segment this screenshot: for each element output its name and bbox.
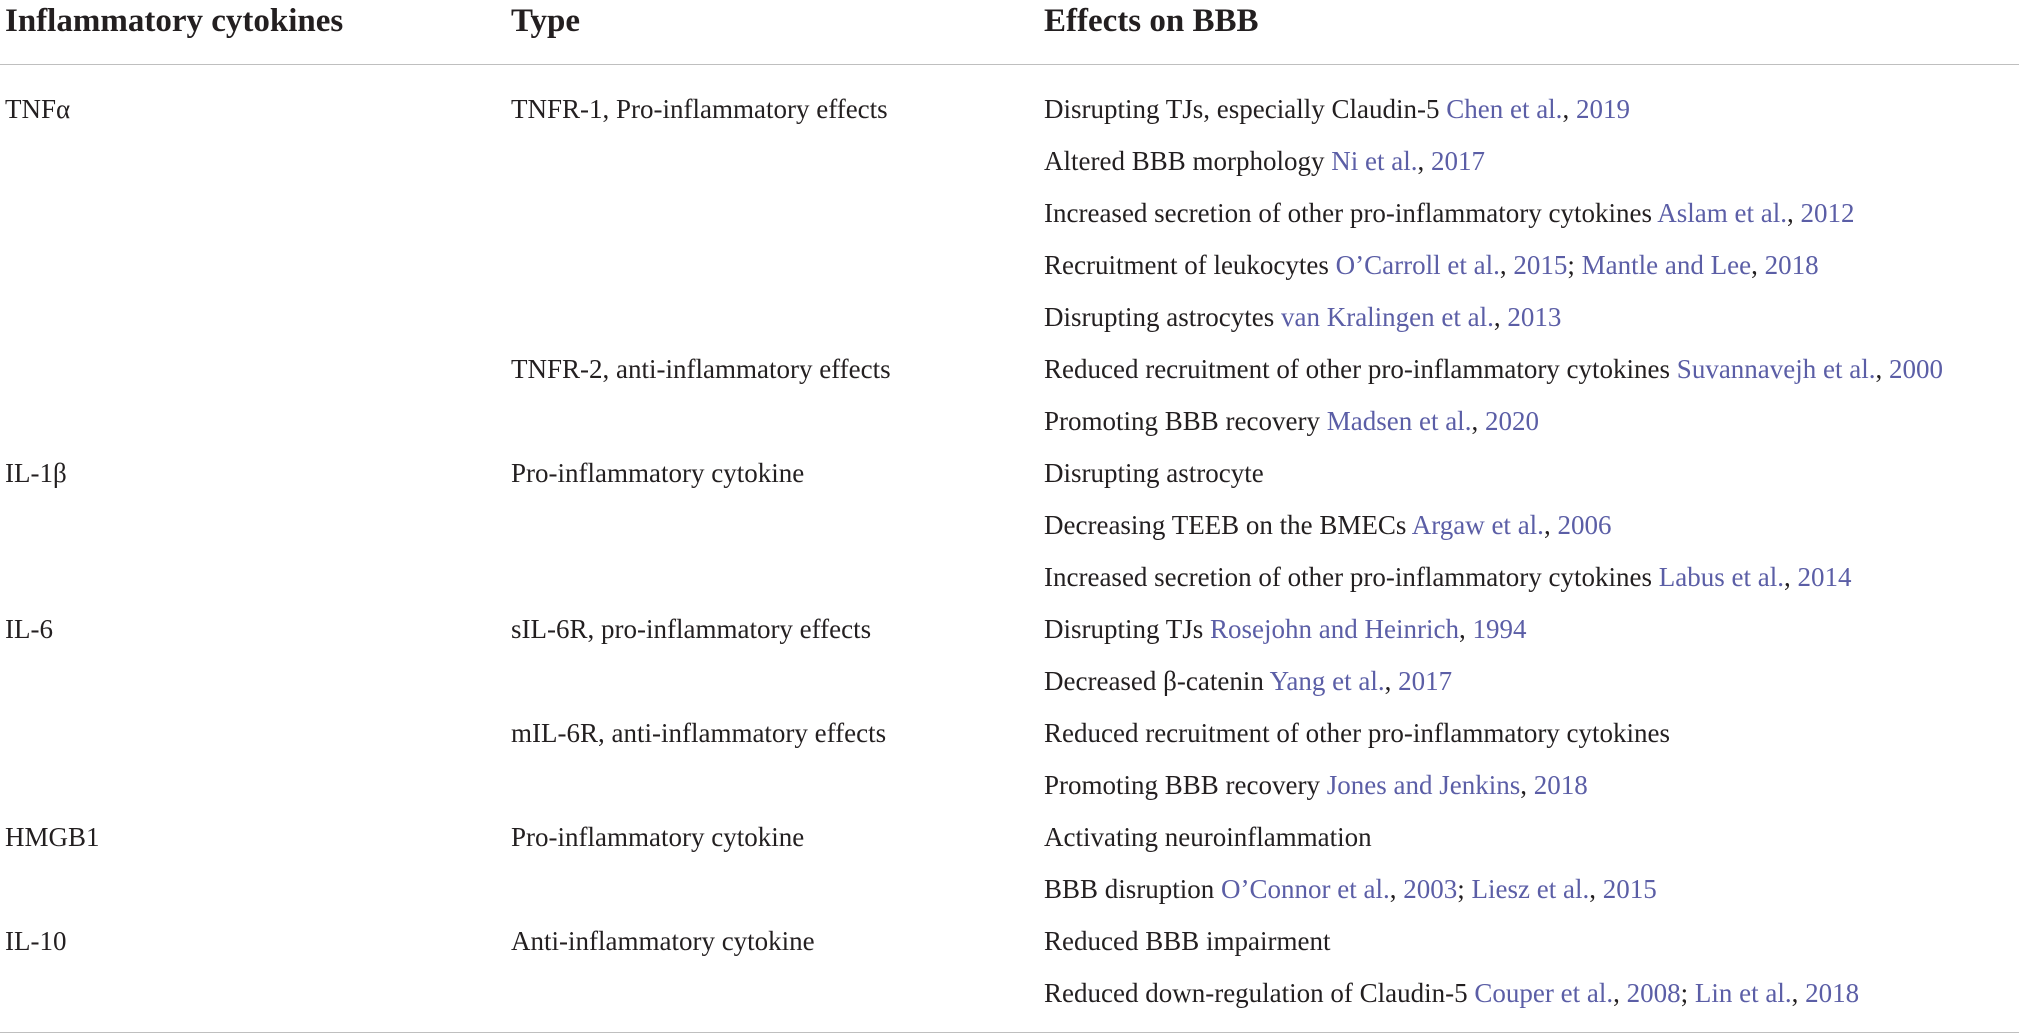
cell-effect: Reduced down-regulation of Claudin-5 Couper et al., 2008; Lin et al., 2018 (1044, 978, 1860, 1008)
effect-text: Disrupting TJs (1044, 614, 1204, 644)
reference-authors-link[interactable]: Couper et al. (1474, 978, 1614, 1008)
table-row (0, 291, 2019, 343)
cell-effect: Decreasing TEEB on the BMECs Argaw et al., 2006 (1044, 510, 1612, 540)
reference-year-link[interactable]: 2018 (1805, 978, 1860, 1008)
effect-text: Activating neuroinflammation (1044, 822, 1372, 852)
reference-year-link[interactable]: 2018 (1764, 250, 1819, 280)
effect-text: Disrupting TJs, especially Claudin-5 (1044, 94, 1440, 124)
cell-effect: Disrupting TJs, especially Claudin-5 Chen et al., 2019 (1044, 94, 1630, 124)
table-row (0, 603, 2019, 655)
table-row (0, 499, 2019, 551)
effect-text: Reduced down-regulation of Claudin-5 (1044, 978, 1468, 1008)
cell-cytokine: TNFα (5, 94, 71, 124)
table-row (0, 863, 2019, 915)
effect-text: Decreased β-catenin (1044, 666, 1264, 696)
reference-year-link[interactable]: 2017 (1398, 666, 1453, 696)
reference-authors-link[interactable]: Chen et al. (1446, 94, 1563, 124)
reference-year-link[interactable]: 2014 (1797, 562, 1852, 592)
cell-cytokine: IL-1β (5, 458, 67, 488)
effect-text: Increased secretion of other pro-inflammatory cytokines (1044, 198, 1653, 228)
cell-effect (1044, 707, 1670, 759)
cell-effect: Disrupting TJs Rosejohn and Heinrich, 1994 (1044, 614, 1527, 644)
effect-text: Recruitment of leukocytes (1044, 250, 1329, 280)
reference-year-link[interactable]: 2013 (1507, 302, 1562, 332)
cell-type: Anti-inflammatory cytokine (511, 926, 815, 956)
cell-effect: Promoting BBB recovery Jones and Jenkins, 2018 (1044, 770, 1588, 800)
cell-effect: Altered BBB morphology Ni et al., 2017 (1044, 146, 1485, 176)
cell-effect: Promoting BBB recovery Madsen et al., 2020 (1044, 406, 1539, 436)
cell-type: Pro-inflammatory cytokine (511, 822, 805, 852)
reference-authors-link[interactable]: Mantle and Lee (1581, 250, 1752, 280)
reference-year-link[interactable]: 2015 (1602, 874, 1657, 904)
cell-cytokine: HMGB1 (5, 822, 100, 852)
cell-type: mIL-6R, anti-inflammatory effects (511, 718, 887, 748)
reference-authors-link[interactable]: Jones and Jenkins (1326, 770, 1521, 800)
cell-cytokine: IL-10 (5, 926, 67, 956)
table-row (0, 811, 2019, 863)
effect-text: BBB disruption (1044, 874, 1215, 904)
reference-year-link[interactable]: 2018 (1533, 770, 1588, 800)
effect-text: Increased secretion of other pro-inflammatory cytokines (1044, 562, 1653, 592)
cell-type: TNFR-2, anti-inflammatory effects (511, 354, 891, 384)
table-row (0, 135, 2019, 187)
cell-effect: Reduced recruitment of other pro-inflammatory cytokines Suvannavejh et al., 2000 (1044, 354, 1943, 384)
reference-year-link[interactable]: 2003 (1403, 874, 1458, 904)
reference-year-link[interactable]: 2017 (1430, 146, 1485, 176)
header-cytokines: Inflammatory cytokines (5, 3, 344, 39)
header-effects: Effects on BBB (1044, 3, 1259, 39)
reference-authors-link[interactable]: O’Carroll et al. (1335, 250, 1500, 280)
reference-authors-link[interactable]: Suvannavejh et al. (1676, 354, 1876, 384)
reference-year-link[interactable]: 2015 (1513, 250, 1568, 280)
table-row (0, 967, 2019, 1019)
reference-authors-link[interactable]: O’Connor et al. (1221, 874, 1390, 904)
reference-year-link[interactable]: 1994 (1472, 614, 1527, 644)
cell-effect: Increased secretion of other pro-inflammatory cytokines Labus et al., 2014 (1044, 562, 1852, 592)
cell-effect: Disrupting astrocytes van Kralingen et al., 2013 (1044, 302, 1562, 332)
reference-authors-link[interactable]: Argaw et al. (1411, 510, 1544, 540)
reference-authors-link[interactable]: Lin et al. (1694, 978, 1792, 1008)
reference-authors-link[interactable]: Madsen et al. (1326, 406, 1472, 436)
reference-authors-link[interactable]: Labus et al. (1658, 562, 1784, 592)
reference-authors-link[interactable]: Rosejohn and Heinrich (1210, 614, 1459, 644)
cell-cytokine: IL-6 (5, 614, 53, 644)
cell-effect: Recruitment of leukocytes O’Carroll et al., 2015; Mantle and Lee, 2018 (1044, 250, 1819, 280)
effect-text: Decreasing TEEB on the BMECs (1044, 510, 1407, 540)
table-row (0, 707, 2019, 759)
reference-authors-link[interactable]: Aslam et al. (1657, 198, 1787, 228)
reference-year-link[interactable]: 2012 (1800, 198, 1855, 228)
effect-text: Promoting BBB recovery (1044, 406, 1320, 436)
cell-type: sIL-6R, pro-inflammatory effects (511, 614, 872, 644)
cell-effect: BBB disruption O’Connor et al., 2003; Liesz et al., 2015 (1044, 874, 1657, 904)
table-row (0, 239, 2019, 291)
table-row (0, 187, 2019, 239)
header-type: Type (511, 3, 581, 39)
effect-text: Disrupting astrocytes (1044, 302, 1275, 332)
reference-authors-link[interactable]: Liesz et al. (1471, 874, 1590, 904)
table-row (0, 551, 2019, 603)
cell-effect (1044, 915, 1330, 967)
cell-effect: Increased secretion of other pro-inflammatory cytokines Aslam et al., 2012 (1044, 198, 1855, 228)
reference-year-link[interactable]: 2008 (1626, 978, 1681, 1008)
cell-effect: Decreased β-catenin Yang et al., 2017 (1044, 666, 1453, 696)
table-row (0, 655, 2019, 707)
reference-authors-link[interactable]: Yang et al. (1269, 666, 1385, 696)
table-row (0, 395, 2019, 447)
cell-type: TNFR-1, Pro-inflammatory effects (511, 94, 888, 124)
reference-authors-link[interactable]: Ni et al. (1331, 146, 1418, 176)
effect-text: Reduced BBB impairment (1044, 926, 1331, 956)
reference-authors-link[interactable]: van Kralingen et al. (1280, 302, 1494, 332)
table-row (0, 83, 2019, 135)
effect-text: Disrupting astrocyte (1044, 458, 1264, 488)
effect-text: Reduced recruitment of other pro-inflammatory cytokines (1044, 354, 1671, 384)
reference-year-link[interactable]: 2006 (1557, 510, 1612, 540)
reference-year-link[interactable]: 2000 (1889, 354, 1943, 384)
table-row (0, 343, 2019, 395)
effect-text: Reduced recruitment of other pro-inflammatory cytokines (1044, 718, 1671, 748)
reference-year-link[interactable]: 2019 (1575, 94, 1630, 124)
effect-text: Altered BBB morphology (1044, 146, 1325, 176)
reference-year-link[interactable]: 2020 (1484, 406, 1539, 436)
table-body (0, 65, 2019, 1033)
cell-effect (1044, 447, 1264, 499)
effect-text: Promoting BBB recovery (1044, 770, 1320, 800)
cell-effect (1044, 811, 1372, 863)
cell-type: Pro-inflammatory cytokine (511, 458, 805, 488)
table-row (0, 915, 2019, 967)
table-row (0, 447, 2019, 499)
table-row (0, 759, 2019, 811)
table-header (0, 0, 2019, 65)
